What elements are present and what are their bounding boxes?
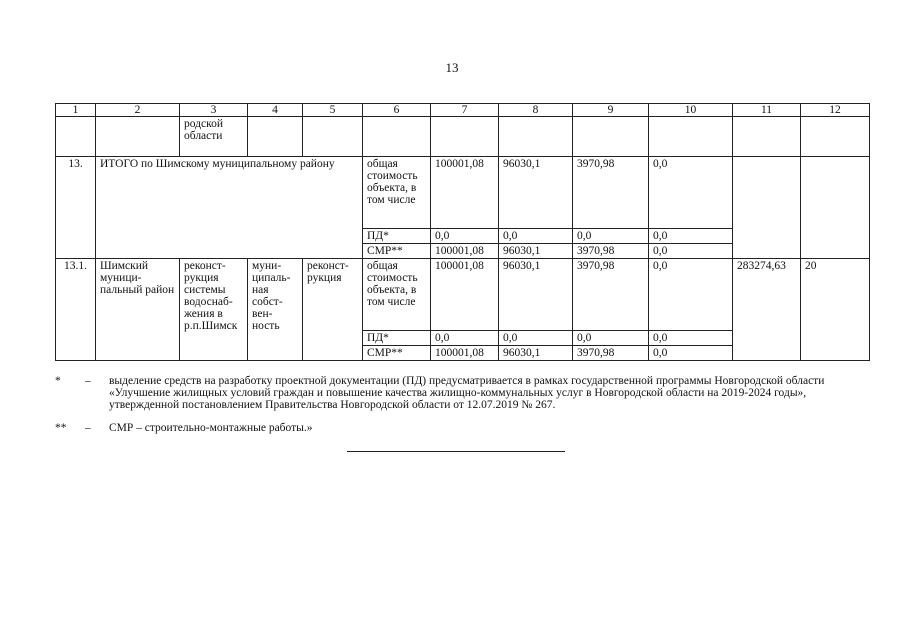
col-header: 12 (801, 104, 870, 117)
closing-rule (347, 451, 565, 452)
table-cell: 0,0 (649, 229, 733, 244)
col-header: 9 (573, 104, 649, 117)
col-header: 2 (96, 104, 180, 117)
table-cell: родской области (180, 117, 248, 157)
footnote-dash: – (85, 375, 91, 387)
pd-label: ПД* (363, 331, 431, 346)
col-header: 8 (499, 104, 573, 117)
table-cell: 0,0 (499, 331, 573, 346)
district-cell: Шимский муници-пальный район (96, 259, 180, 361)
footnotes (55, 375, 875, 445)
budget-table (55, 103, 870, 361)
item-row (56, 259, 870, 331)
table-cell: 0,0 (649, 346, 733, 361)
col-header: 4 (248, 104, 303, 117)
table-cell: 96030,1 (499, 244, 573, 259)
table-cell: 0,0 (431, 229, 499, 244)
table-cell: 283274,63 (733, 259, 801, 361)
header-row (56, 104, 870, 117)
table-cell: 100001,08 (431, 244, 499, 259)
col-header: 10 (649, 104, 733, 117)
work-type-cell: реконст-рукция (303, 259, 363, 361)
footnote-mark: ** (55, 422, 67, 434)
col-header: 1 (56, 104, 96, 117)
total-row (56, 157, 870, 229)
table-cell: 0,0 (649, 259, 733, 331)
table-cell: 100001,08 (431, 346, 499, 361)
table-cell: 20 (801, 259, 870, 361)
table-cell: 3970,98 (573, 157, 649, 229)
table-cell: 96030,1 (499, 346, 573, 361)
table-cell: 100001,08 (431, 157, 499, 229)
table-cell: 96030,1 (499, 259, 573, 331)
row-number: 13.1. (56, 259, 96, 361)
table-cell: 0,0 (649, 157, 733, 229)
footnote-mark: * (55, 375, 61, 387)
smr-label: СМР** (363, 346, 431, 361)
table-cell: 0,0 (573, 331, 649, 346)
col-header: 7 (431, 104, 499, 117)
table-cell: 3970,98 (573, 244, 649, 259)
row-number: 13. (56, 157, 96, 259)
col-header: 5 (303, 104, 363, 117)
ownership-cell: муни-ципаль-ная собст-вен-ность (248, 259, 303, 361)
col-header: 3 (180, 104, 248, 117)
table-cell: 3970,98 (573, 259, 649, 331)
footnote-dash: – (85, 422, 91, 434)
cost-label: общая стоимость объекта, в том числе (363, 157, 431, 229)
smr-label: СМР** (363, 244, 431, 259)
table-cell: 0,0 (649, 331, 733, 346)
col-header: 6 (363, 104, 431, 117)
total-title: ИТОГО по Шимскому муниципальному району (96, 157, 363, 259)
continuation-row (56, 117, 870, 157)
cost-label: общая стоимость объекта, в том числе (363, 259, 431, 331)
table-cell: 0,0 (431, 331, 499, 346)
table-cell: 0,0 (649, 244, 733, 259)
page-number: 13 (445, 60, 459, 75)
footnote (55, 375, 875, 411)
table-cell: 96030,1 (499, 157, 573, 229)
table-cell: 0,0 (573, 229, 649, 244)
object-cell: реконст-рукция системы водоснаб-жения в р.п.Шимск (180, 259, 248, 361)
footnote-text: выделение средств на разработку проектной документации (ПД) предусматривается в рамках государственной программы Новгородской области «Улучшение жилищных условий граждан и повышение качества жилищно-коммунальных услуг в Новгородской области на 2019-2024 годы», утвержденной постановлением Правительства Новгородской области от 12.07.2019 № 267. (109, 375, 825, 411)
footnote (55, 422, 875, 434)
pd-label: ПД* (363, 229, 431, 244)
table-cell: 100001,08 (431, 259, 499, 331)
col-header: 11 (733, 104, 801, 117)
footnote-text: СМР – строительно-монтажные работы.» (109, 422, 313, 434)
table-cell: 0,0 (499, 229, 573, 244)
table-cell: 3970,98 (573, 346, 649, 361)
